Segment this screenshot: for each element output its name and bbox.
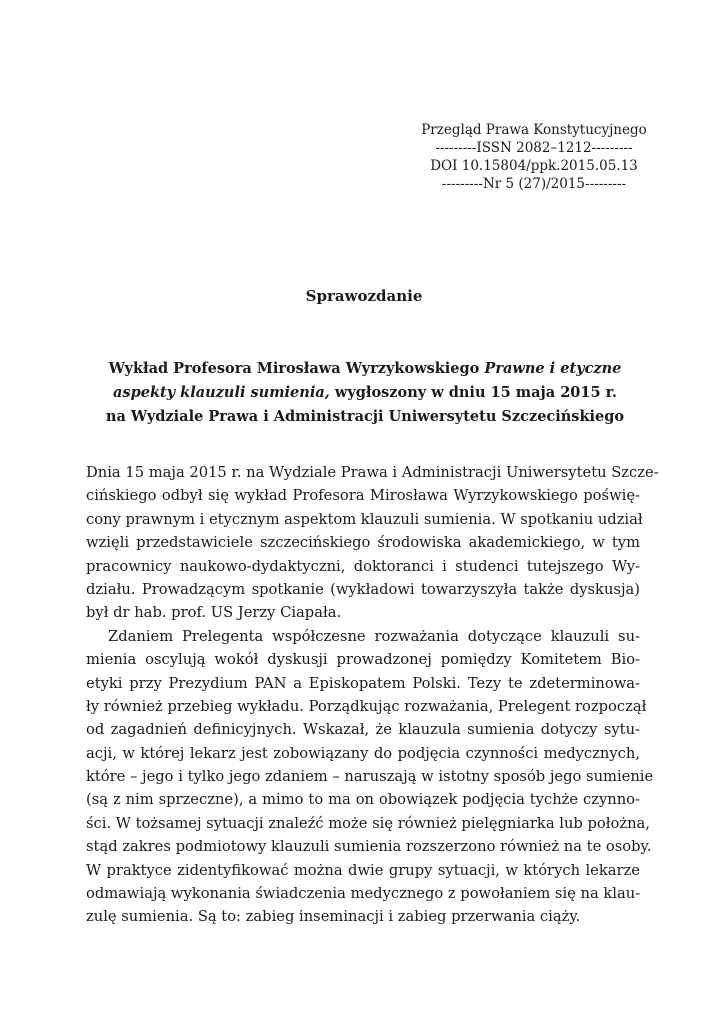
report-title [90,357,640,429]
paragraph-line: etyki przy Prezydium PAN a Episkopatem Polski. Tezy te zdeterminowa- [86,674,640,692]
paragraph-line: (są z nim sprzeczne), a mimo to ma on obowiązek podjęcia tychże czynno- [86,791,640,809]
paragraph-line: od zagadnień definicyjnych. Wskazał, że klauzula sumienia dotyczy sytu- [86,721,640,739]
paragraph-line: stąd zakres podmiotowy klauzuli sumienia rozszerzono również na te osoby. [86,838,652,856]
paragraph-line: które – jego i tylko jego zdaniem – naruszają w istotny sposób jego sumienie [86,768,654,786]
journal-name: Przegląd Prawa Konstytucyjnego [421,122,647,138]
paragraph-line: W praktyce zidentyfikować można dwie grupy sytuacji, w których lekarze [86,861,640,879]
report-title-line-1 [90,357,640,381]
paragraph-line: ły również przebieg wykładu. Porządkując rozważania, Prelegent rozpoczął [86,697,647,715]
paragraph-line: cińskiego odbył się wykład Profesora Mirosława Wyrzykowskiego poświę- [86,487,640,505]
journal-issn: ---------ISSN 2082–1212--------- [435,140,633,156]
report-title-line-3: na Wydziale Prawa i Administracji Uniwersytetu Szczecińskiego [105,408,625,425]
paragraph-1 [86,461,659,625]
paragraph-line: był dr hab. prof. US Jerzy Ciapała. [86,604,342,622]
paragraph-line: cony prawnym i etycznym aspektom klauzuli sumienia. W spotkaniu udział [86,510,643,528]
journal-doi: DOI 10.15804/ppk.2015.05.13 [430,158,638,174]
body-text [86,461,659,929]
report-title-line-2 [90,381,640,405]
paragraph-line: odmawiają wykonania świadczenia medycznego z powołaniem się na klau- [86,885,641,903]
journal-header [400,121,668,193]
report-title-italic-1: Prawne i etyczne [484,360,622,377]
paragraph-line: mienia oscylują wokół dyskusji prowadzonej pomiędzy Komitetem Bio- [86,651,640,669]
paragraph-line: zulę sumienia. Są to: zabieg inseminacji i zabieg przerwania ciąży. [86,908,581,926]
report-title-italic-2: aspekty klauzuli sumienia, [113,384,330,401]
paragraph-line: pracownicy naukowo-dydaktyczni, doktoranci i studenci tutejszego Wy- [86,557,640,575]
paragraph-line: wzięli przedstawiciele szczecińskiego środowiska akademickiego, w tym [86,534,640,552]
report-title-bold-2: wygłoszony w dniu 15 maja 2015 r. [334,384,617,401]
paragraph-line: acji, w której lekarz jest zobowiązany do podjęcia czynności medycznych, [86,744,640,762]
paragraph-line: działu. Prowadzącym spotkanie (wykładowi towarzyszyła także dyskusja) [86,580,640,598]
section-title: Sprawozdanie [305,287,423,305]
report-title-bold-1: Wykład Profesora Mirosława Wyrzykowskiego [108,360,480,377]
paragraph-2 [86,625,654,929]
paragraph-line: Zdaniem Prelegenta współczesne rozważania dotyczące klauzuli su- [108,627,640,645]
paragraph-line: ści. W tożsamej sytuacji znaleźć może się również pielęgniarka lub położna, [86,814,650,832]
journal-issue: ---------Nr 5 (27)/2015--------- [441,176,627,192]
paragraph-line: Dnia 15 maja 2015 r. na Wydziale Prawa i Administracji Uniwersytetu Szcze- [86,464,659,481]
